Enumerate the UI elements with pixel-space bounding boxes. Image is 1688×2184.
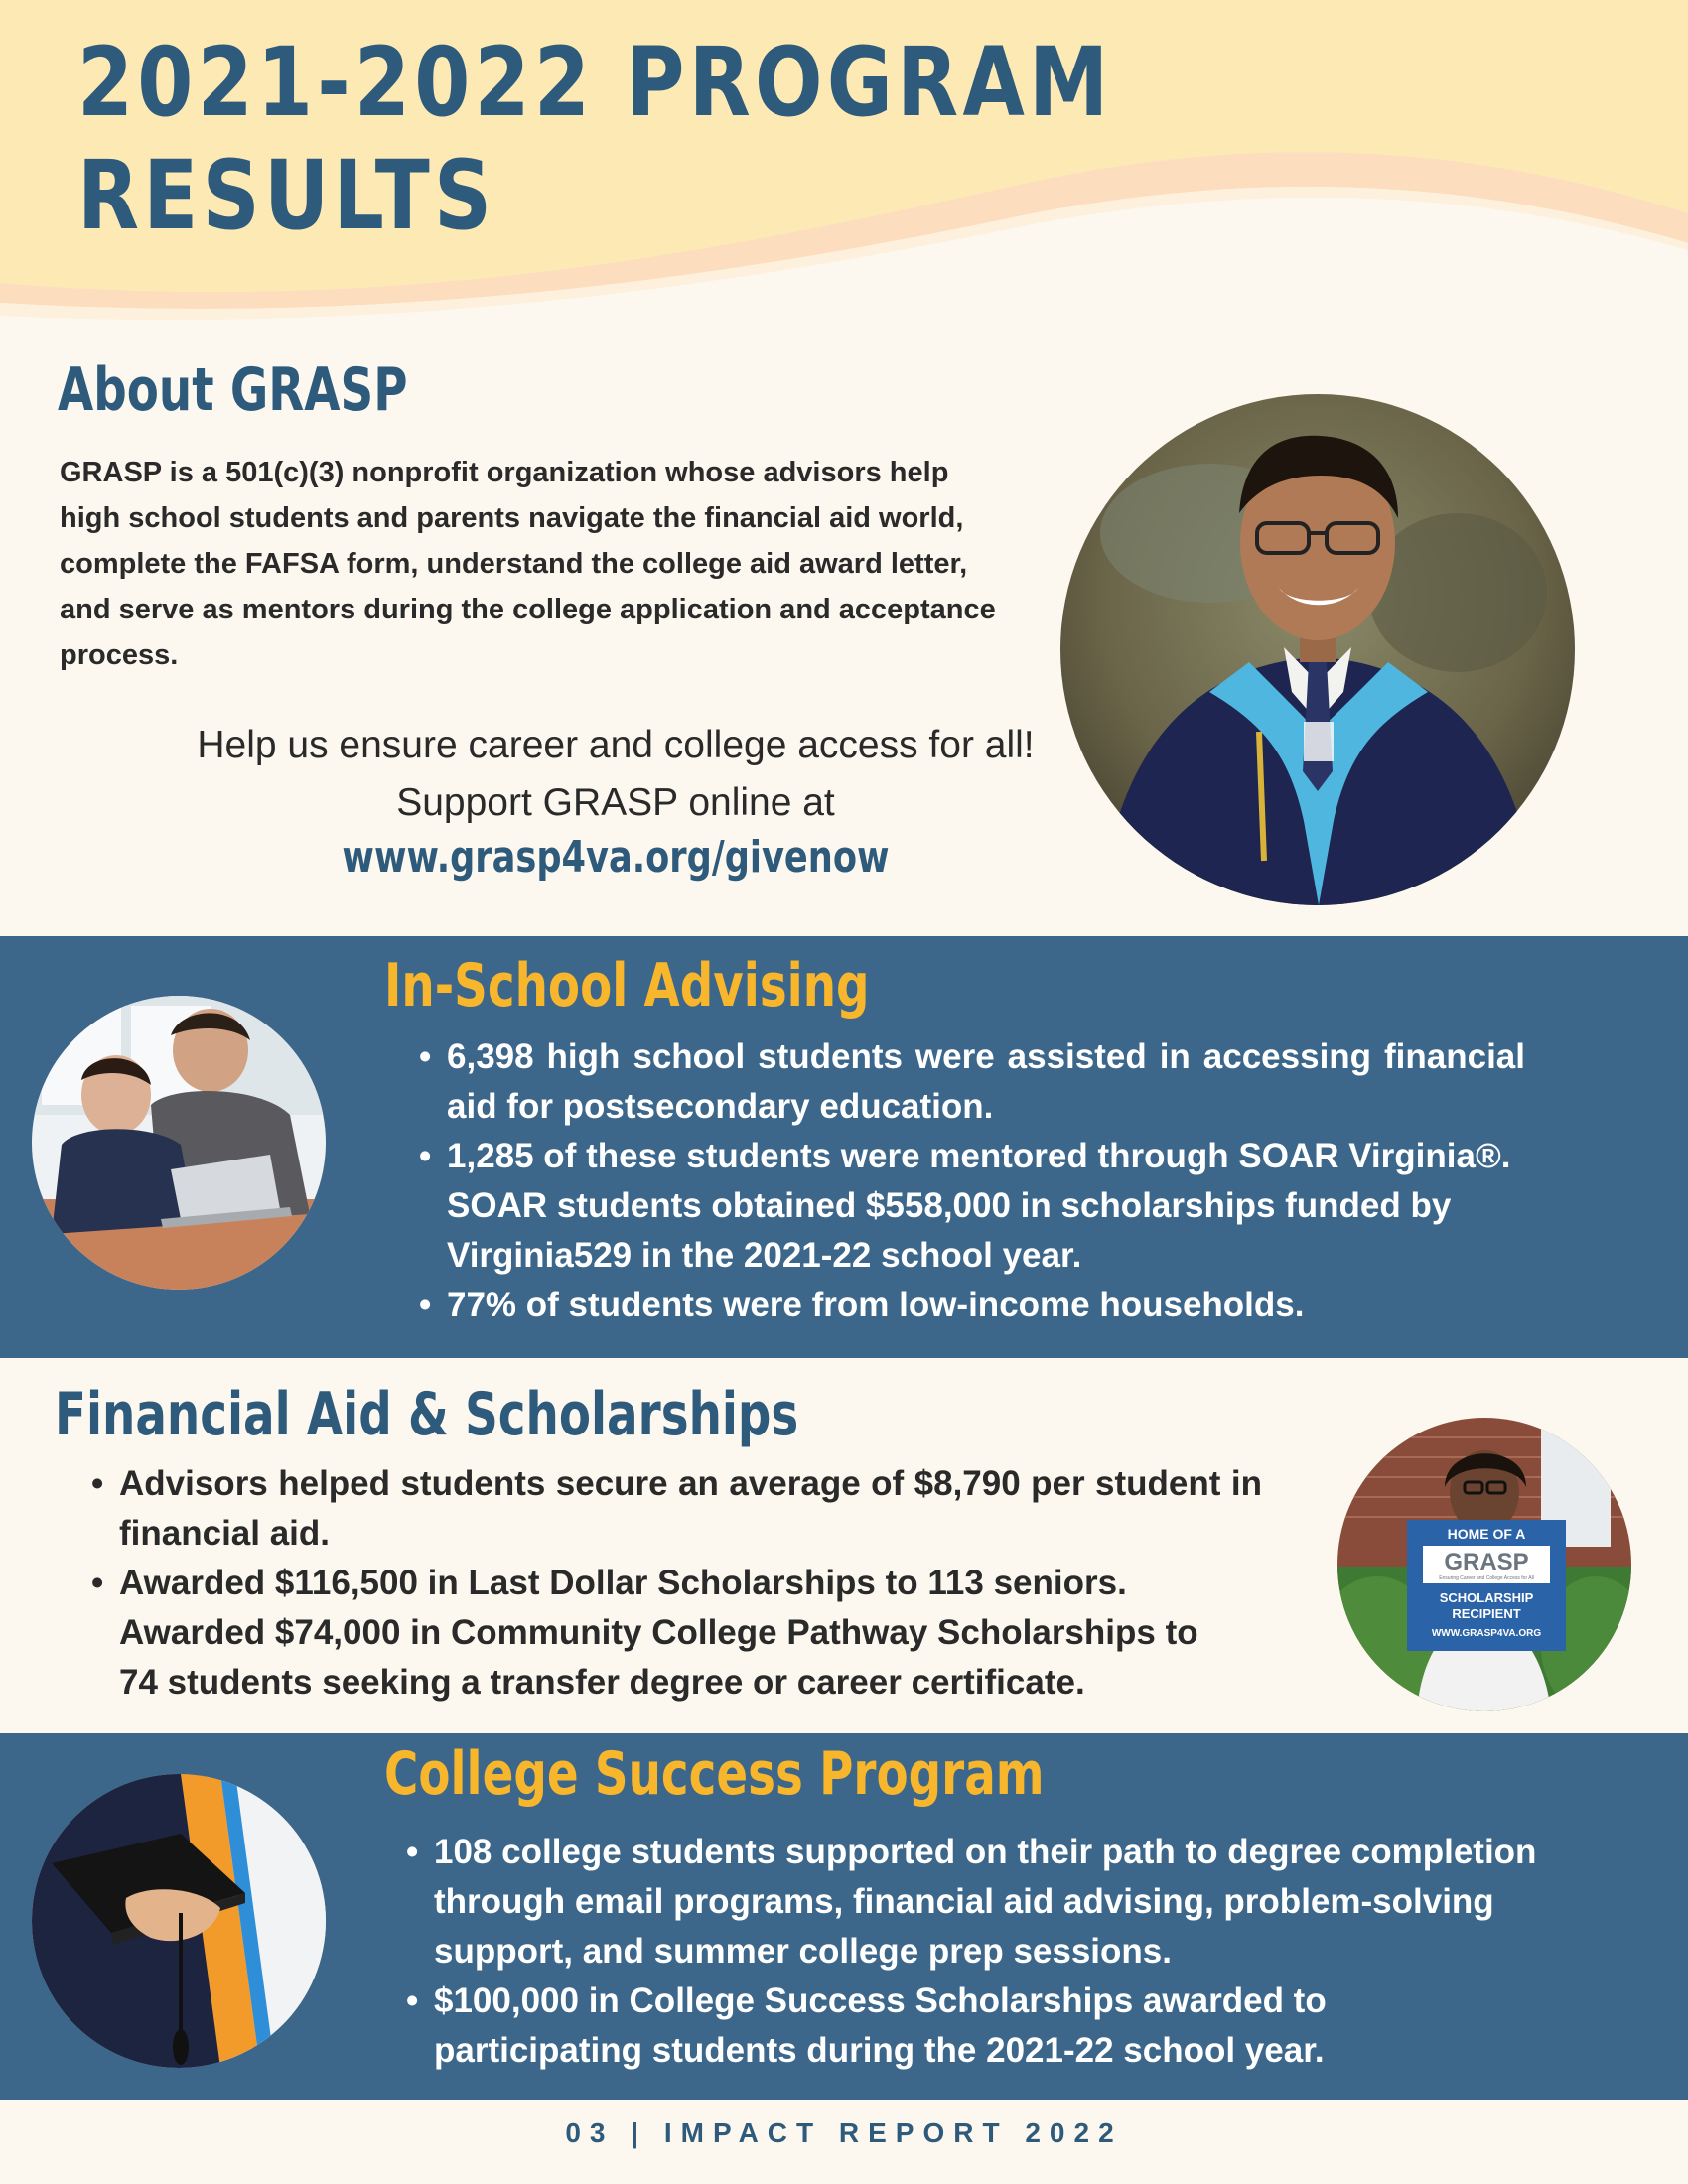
sign-url: WWW.GRASP4VA.ORG <box>1431 1628 1542 1639</box>
list-item: • Advisors helped students secure an average of $8,790 per student in financial aid. <box>85 1459 1262 1559</box>
about-heading: About GRASP <box>58 355 408 425</box>
sign-line3: RECIPIENT <box>1452 1606 1521 1621</box>
students-with-laptop-photo <box>32 996 326 1290</box>
header-banner <box>0 0 1688 338</box>
sign-brand: GRASP <box>1444 1549 1529 1575</box>
sign-line1: HOME OF A <box>1447 1526 1526 1542</box>
list-item: • 1,285 of these students were mentored through SOAR Virginia®. SOAR students obtained $558,000 in scholarships funded by Virginia529 in the 2021-22 school year. <box>413 1132 1525 1281</box>
financial-aid-list <box>85 1459 1262 1707</box>
about-description: GRASP is a 501(c)(3) nonprofit organization whose advisors help high school students and parents navigate the financial aid world, complete the FAFSA form, understand the college aid award letter, and serve as mentors during the college application and acceptance process. <box>60 457 996 671</box>
financial-aid-heading: Financial Aid & Scholarships <box>55 1380 799 1449</box>
support-call-to-action: Help us ensure career and college access for all! Support GRASP online at <box>197 724 1035 824</box>
list-item: • Awarded $116,500 in Last Dollar Scholarships to 113 seniors. Awarded $74,000 in Community College Pathway Scholarships to 74 students seeking a transfer degree or career certificate. <box>85 1559 1262 1707</box>
list-item: • 108 college students supported on their path to degree completion through email programs, financial aid advising, problem-solving support, and summer college prep sessions. <box>400 1828 1572 1977</box>
list-item: • $100,000 in College Success Scholarships awarded to participating students during the 2021-22 school year. <box>400 1977 1572 2076</box>
graduate-holding-cap-photo <box>32 1774 326 2068</box>
sign-tagline: Ensuring Career and College Access for All <box>1439 1575 1534 1581</box>
list-item: • 77% of students were from low-income households. <box>413 1281 1525 1330</box>
scholarship-recipient-photo <box>1337 1418 1631 1711</box>
page-title: 2021-2022 PROGRAM RESULTS <box>77 27 1113 251</box>
college-success-list <box>400 1828 1572 2076</box>
graduate-portrait-photo <box>1060 394 1575 905</box>
list-item: • 6,398 high school students were assisted in accessing financial aid for postsecondary education. <box>413 1032 1525 1132</box>
page-footer: 03 | IMPACT REPORT 2022 <box>565 2117 1123 2148</box>
in-school-advising-list <box>413 1032 1525 1330</box>
sign-line2: SCHOLARSHIP <box>1439 1590 1534 1605</box>
in-school-advising-heading: In-School Advising <box>384 951 870 1021</box>
college-success-heading: College Success Program <box>384 1739 1045 1809</box>
donate-link[interactable]: www.grasp4va.org/givenow <box>342 832 890 883</box>
